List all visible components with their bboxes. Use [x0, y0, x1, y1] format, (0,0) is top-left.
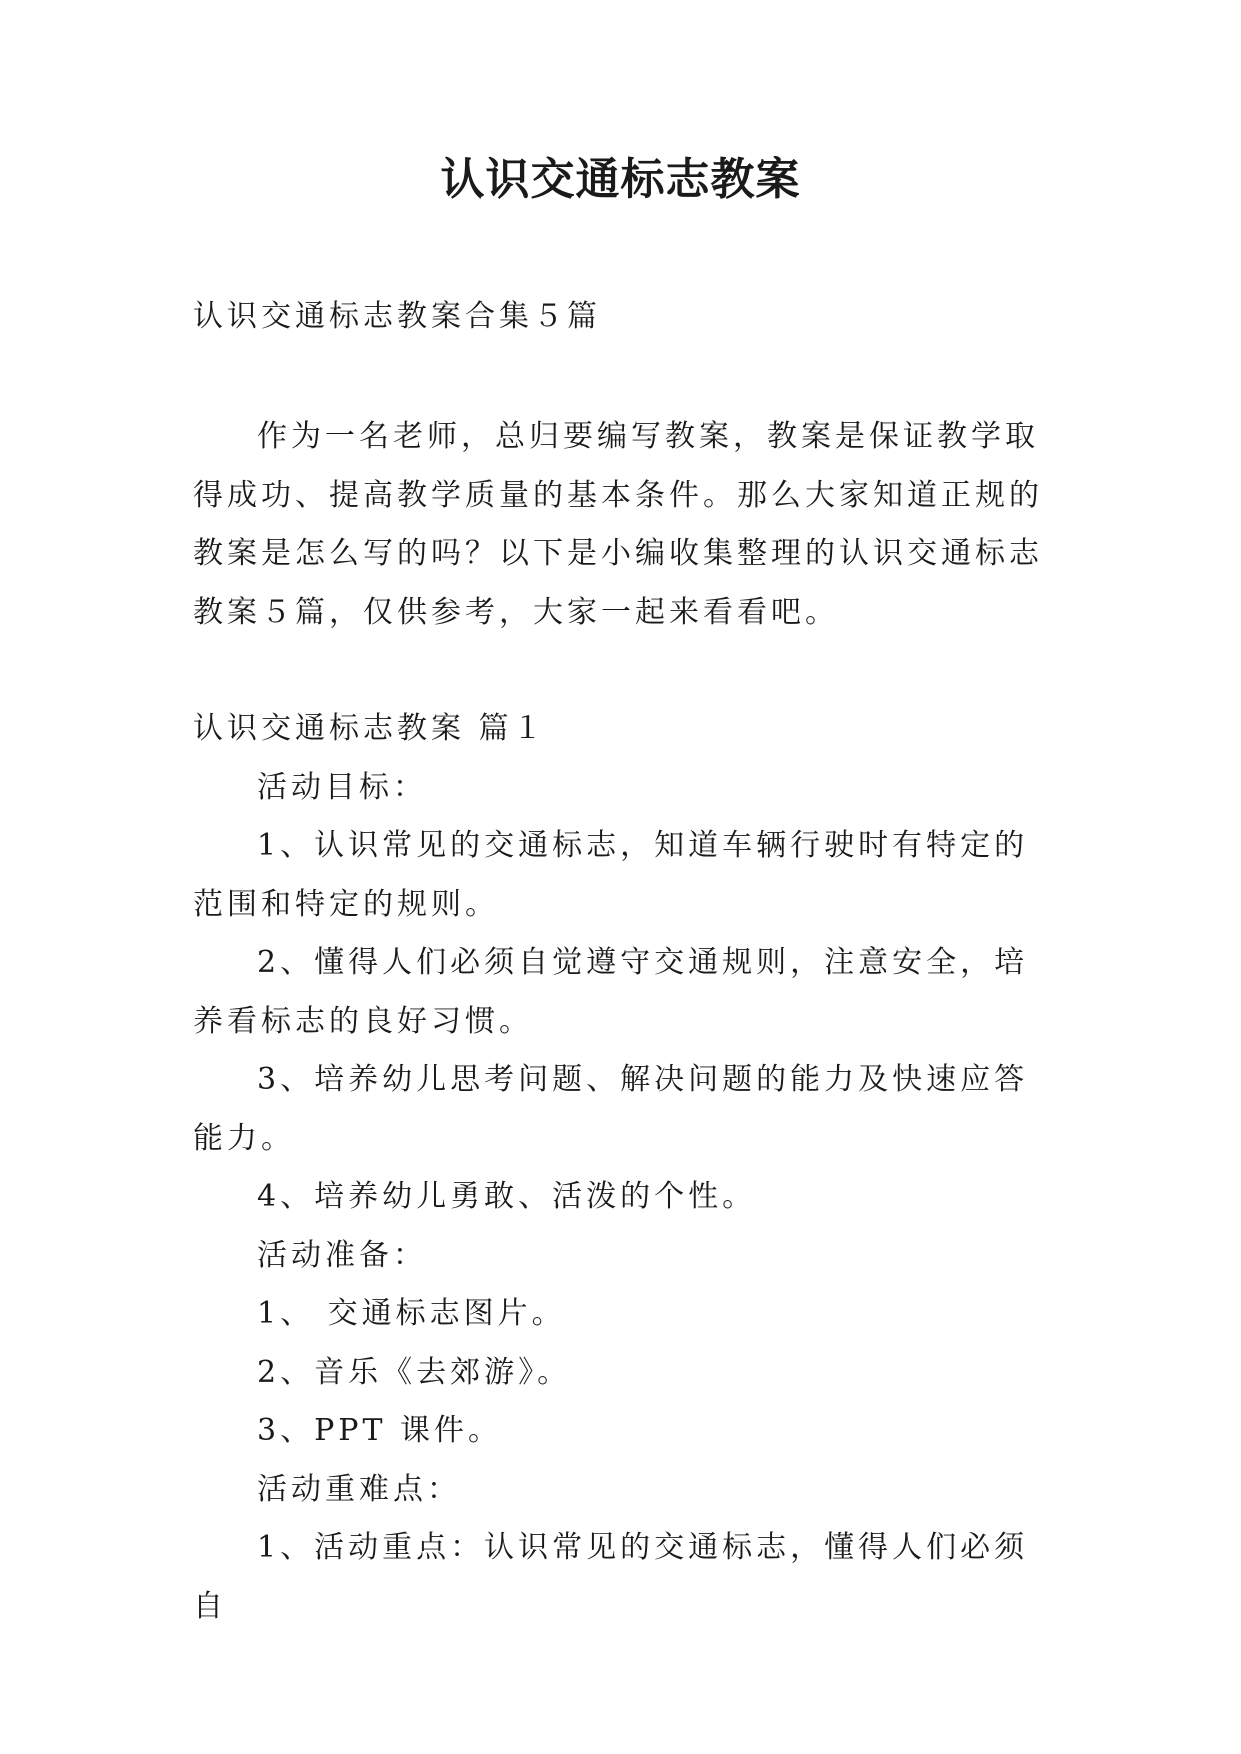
paragraph-preparation-label: 活动准备：	[257, 1237, 427, 1273]
paragraph-prep-3: 3、PPT 课件。	[257, 1413, 503, 1448]
paragraph-prep-1: 1、 交通标志图片。	[257, 1296, 566, 1331]
paragraph-goal-2: 2、懂得人们必须自觉遵守交通规则，注意安全，培养看标志的良好习惯。	[193, 945, 1029, 1039]
paragraph-activity-goals-label: 活动目标：	[257, 769, 427, 805]
paragraph-goal-1: 1、认识常见的交通标志，知道车辆行驶时有特定的范围和特定的规则。	[193, 828, 1029, 922]
paragraph-goal-4: 4、培养幼儿勇敢、活泼的个性。	[257, 1179, 757, 1214]
paragraph-key-point-1: 1、活动重点：认识常见的交通标志，懂得人们必须自	[193, 1530, 1029, 1624]
document-title: 认识交通标志教案	[440, 154, 801, 205]
section-heading: 认识交通标志教案 篇１	[193, 711, 547, 746]
section-1	[193, 700, 1053, 1636]
intro-paragraph: 作为一名老师，总归要编写教案，教案是保证教学取得成功、提高教学质量的基本条件。那么大家知道正规的教案是怎么写的吗？以下是小编收集整理的认识交通标志教案５篇，仅供参考，大家一起来看看吧。	[193, 419, 1043, 630]
paragraph-goal-3: 3、培养幼儿思考问题、解决问题的能力及快速应答能力。	[193, 1062, 1029, 1156]
document-subtitle: 认识交通标志教案合集５篇	[193, 299, 601, 334]
paragraph-key-points-label: 活动重难点：	[257, 1471, 461, 1507]
paragraph-prep-2: 2、音乐《去郊游》。	[257, 1354, 572, 1390]
